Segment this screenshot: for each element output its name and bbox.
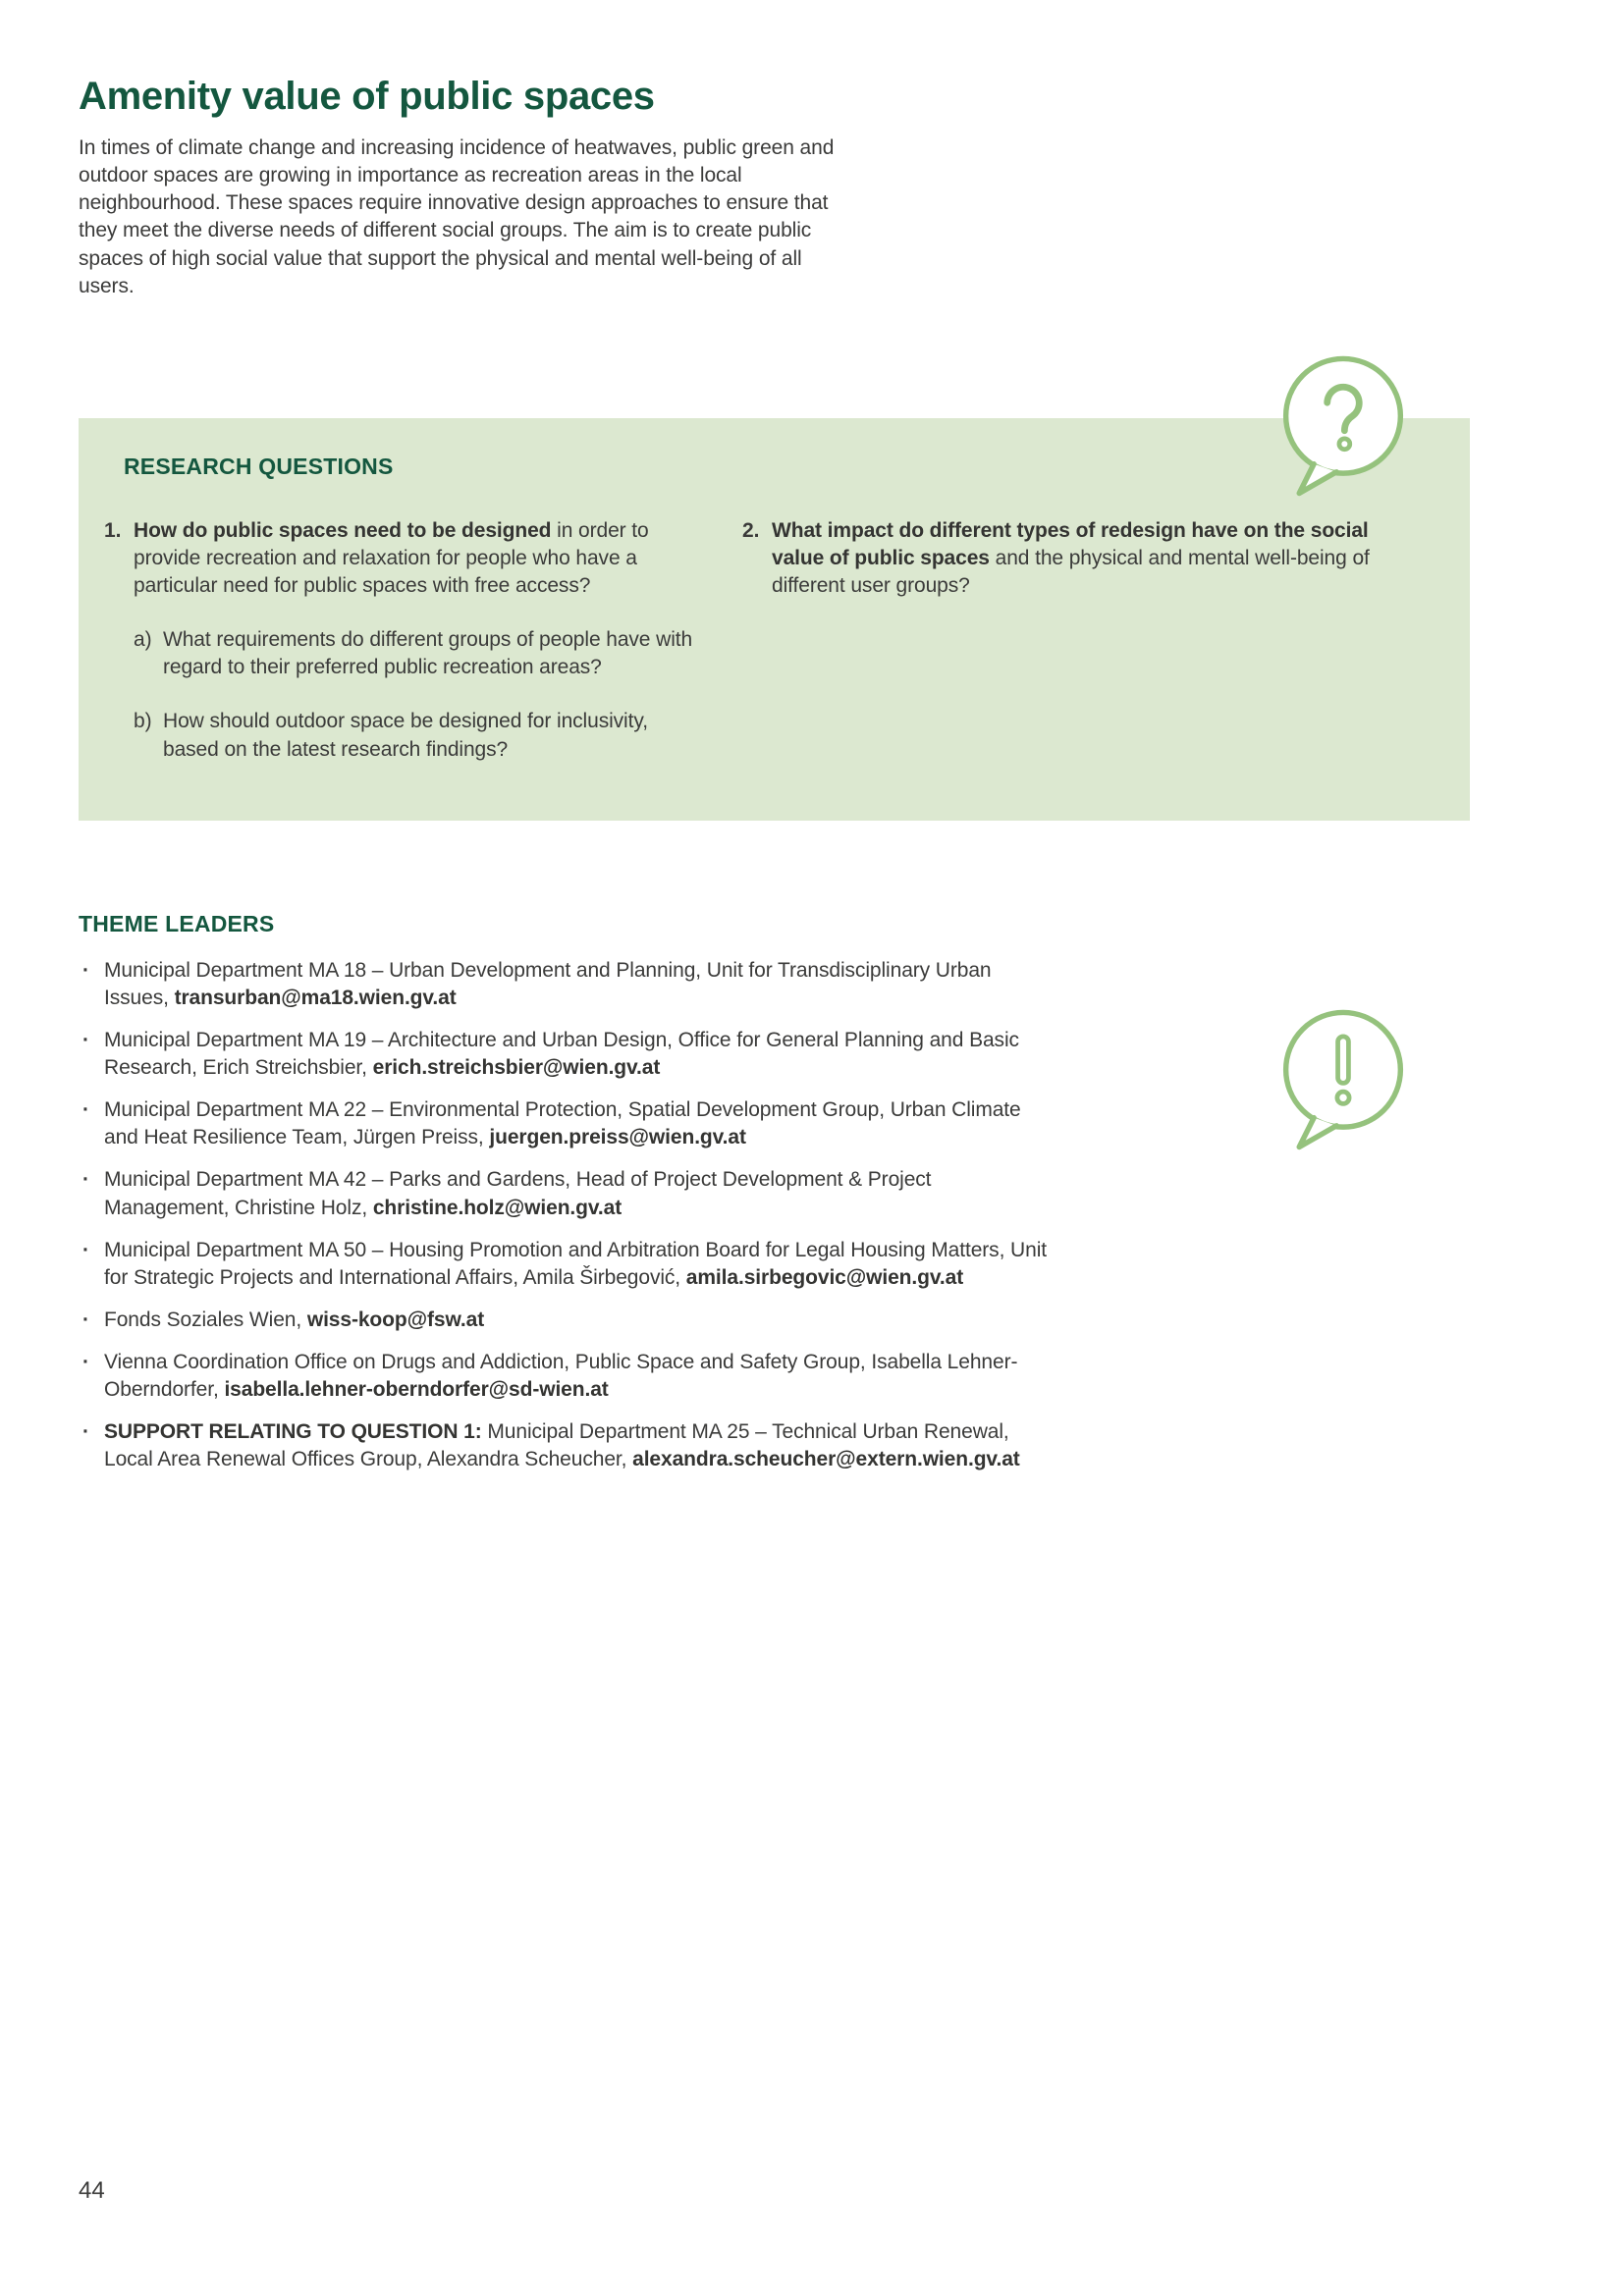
theme-leaders-list [79,957,1056,1474]
bullet-icon: · [82,1098,89,1122]
list-item-text: Municipal Department MA 18 – Urban Development and Planning, Unit for Transdisciplinary Urban Issues, transurban@ma18.wien.gv.at [104,958,992,1009]
subquestion-b-label: b) [134,710,152,733]
list-item [79,957,1056,1012]
research-questions-column-2 [742,517,1371,764]
exclamation-bubble-icon [1276,1007,1410,1161]
list-item [79,1096,1056,1151]
research-questions-box [79,418,1470,821]
page-title: Amenity value of public spaces [79,75,655,118]
subquestion-a-label: a) [134,628,152,652]
page-number: 44 [79,2177,105,2204]
list-item-text: Municipal Department MA 42 – Parks and Gardens, Head of Project Development & Project Management, Christine Holz, christine.holz@wien.gv.at [104,1168,932,1219]
research-questions-column-1 [104,517,693,764]
theme-leaders-heading: THEME LEADERS [79,910,275,936]
list-item [79,1349,1056,1404]
question-2 [742,517,1371,600]
subquestion-b-text: How should outdoor space be designed for inclusivity, based on the latest research findings? [163,710,648,761]
bullet-icon: · [82,1238,89,1261]
research-questions-columns [104,517,1421,764]
subquestion-a-text: What requirements do different groups of people have with regard to their preferred public recreation areas? [163,628,693,679]
list-item [79,1027,1056,1082]
list-item-text: Vienna Coordination Office on Drugs and Addiction, Public Space and Safety Group, Isabella Lehner-Oberndorfer, isabella.lehner-oberndorfer@sd-wien.at [104,1351,1018,1402]
intro-paragraph: In times of climate change and increasing incidence of heatwaves, public green and outdoor spaces are growing in importance as recreation areas in the local neighbourhood. These spaces require innovative design approaches to ensure that they meet the diverse needs of different social groups. The aim is to create public spaces of high social value that support the physical and mental well-being of all users. [79,136,835,297]
list-item [79,1166,1056,1221]
bullet-icon: · [82,1420,89,1444]
list-item-text: Municipal Department MA 50 – Housing Promotion and Arbitration Board for Legal Housing Matters, Unit for Strategic Projects and International Affairs, Amila Širbegović, amila.sirbegovic@wien.gv.at [104,1238,1047,1289]
question-1-text: How do public spaces need to be designed in order to provide recreation and relaxation for people who have a particular need for public spaces with free access? [134,518,649,597]
research-questions-heading: RESEARCH QUESTIONS [124,453,394,479]
subquestion-b [134,708,693,763]
question-2-number: 2. [742,518,760,542]
bullet-icon: · [82,958,89,982]
list-item-text: Municipal Department MA 22 – Environmental Protection, Spatial Development Group, Urban Climate and Heat Resilience Team, Jürgen Preiss, juergen.preiss@wien.gv.at [104,1098,1021,1149]
bullet-icon: · [82,1028,89,1051]
list-item [79,1418,1056,1473]
question-2-text: What impact do different types of redesign have on the social value of public spaces and the physical and mental well-being of different user groups? [772,518,1370,597]
list-item-text: Fonds Soziales Wien, wiss-koop@fsw.at [104,1308,485,1331]
subquestion-a [134,626,693,681]
list-item-text: SUPPORT RELATING TO QUESTION 1: Municipal Department MA 25 – Technical Urban Renewal, Local Area Renewal Offices Group, Alexandra Scheucher, alexandra.scheucher@extern.wien.gv.at [104,1420,1020,1471]
list-item-text: Municipal Department MA 19 – Architecture and Urban Design, Office for General Planning and Basic Research, Erich Streichsbier, erich.streichsbier@wien.gv.at [104,1028,1019,1079]
bullet-icon: · [82,1308,89,1331]
bullet-icon: · [82,1168,89,1192]
question-bubble-icon [1276,353,1410,507]
list-item [79,1307,1056,1334]
list-item [79,1237,1056,1292]
question-1 [104,517,693,600]
question-1-number: 1. [104,518,122,542]
bullet-icon: · [82,1351,89,1373]
